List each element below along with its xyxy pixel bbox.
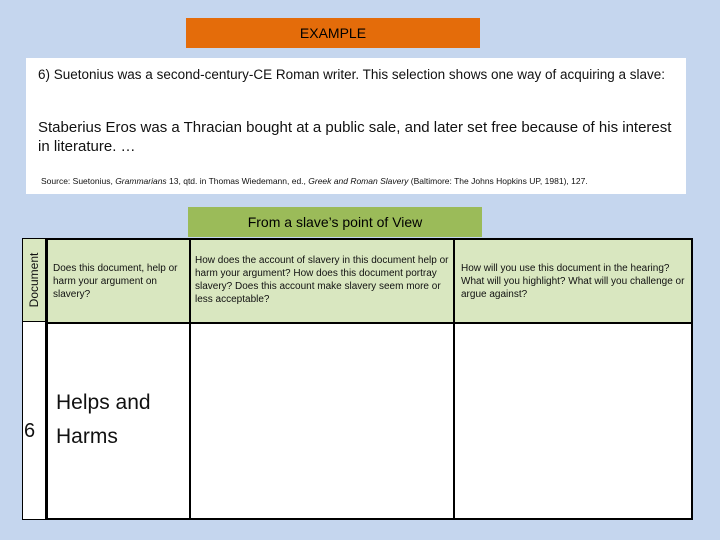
document-column [22, 238, 46, 520]
help-or-harm-answer[interactable] [56, 386, 151, 454]
example-banner [186, 18, 480, 48]
example-label: EXAMPLE [299, 25, 367, 41]
header-hearing-use: How will you use this document in the hearing? What will you highlight? What will you challenge or argue against? [455, 240, 691, 322]
analysis-table [46, 238, 693, 520]
answer-line-1: Helps and [56, 391, 151, 414]
document-header-label: Document [27, 252, 41, 308]
answer-line-2: Harms [56, 425, 118, 448]
header-help-or-harm: Does this document, help or harm your argument on slavery? [48, 240, 191, 322]
citation-prefix: Source: Suetonius, [41, 176, 116, 186]
account-of-slavery-cell[interactable] [191, 324, 453, 518]
document-intro: 6) Suetonius was a second-century-CE Roman writer. This selection shows one way of acquiring a slave: [38, 67, 666, 82]
citation-suffix: (Baltimore: The Johns Hopkins UP, 1981), 127. [408, 176, 588, 186]
source-citation [41, 176, 681, 186]
citation-work: Grammarians [115, 176, 167, 186]
point-of-view-text: From a slave’s point of View [247, 214, 423, 230]
header-account-of-slavery: How does the account of slavery in this document help or harm your argument? How does this document portray slavery? Does this account make slavery seem more or less acceptable? [191, 240, 455, 322]
hearing-use-cell[interactable] [455, 324, 691, 518]
citation-book: Greek and Roman Slavery [308, 176, 409, 186]
document-number: 6 [24, 420, 36, 442]
citation-middle: 13, qtd. in Thomas Wiedemann, ed., [166, 176, 309, 186]
point-of-view-label [188, 207, 482, 237]
source-box [26, 58, 686, 194]
document-quote: Staberius Eros was a Thracian bought at a public sale, and later set free because of his interest in literature. … [38, 119, 672, 155]
document-column-header [23, 239, 45, 322]
